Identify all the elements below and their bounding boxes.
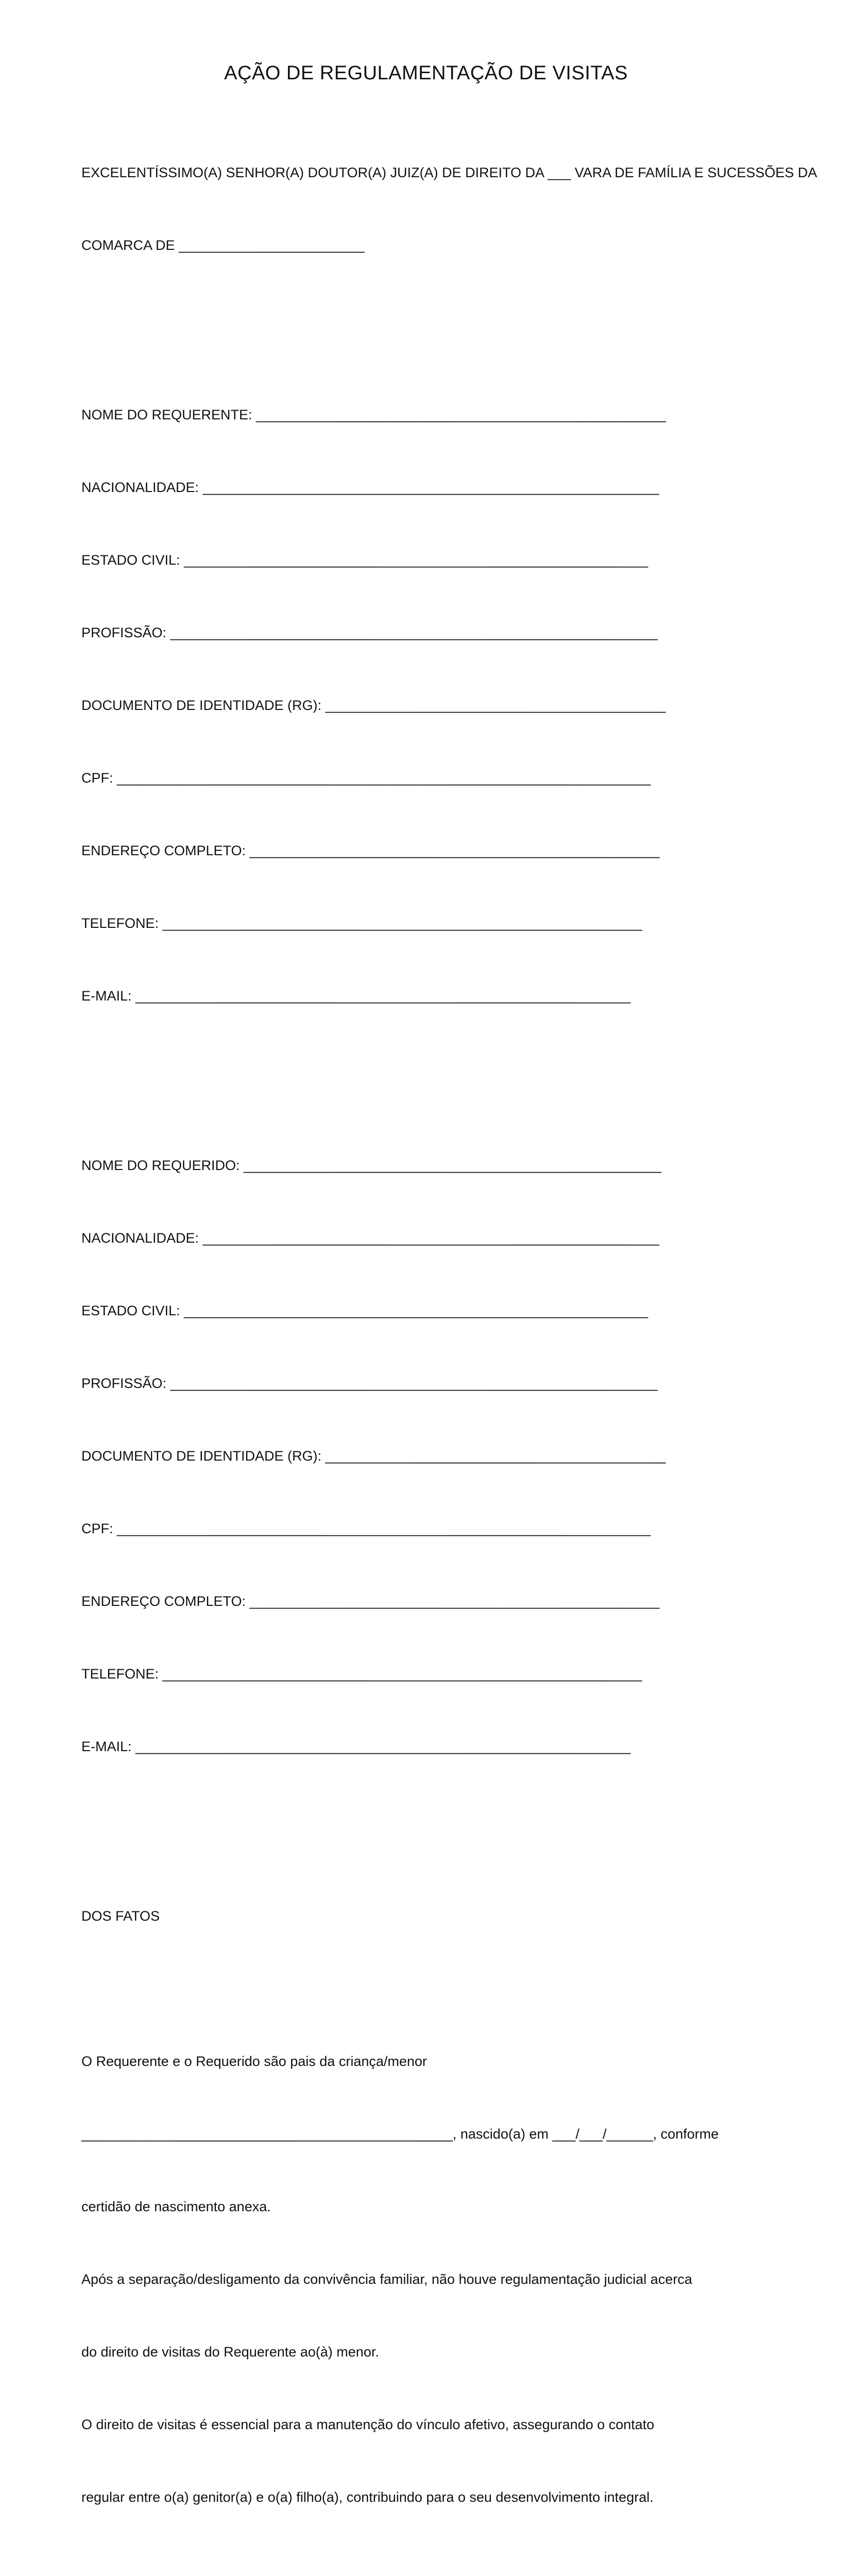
requerido-field: NOME DO REQUERIDO: ______________________________________________________ — [81, 1158, 661, 1173]
spacer — [81, 1977, 852, 2001]
requerente-field: DOCUMENTO DE IDENTIDADE (RG): ____________________________________________ — [81, 698, 666, 713]
requerido-field: E-MAIL: ________________________________________________________________ — [81, 1739, 631, 1754]
requerente-field: NACIONALIDADE: ___________________________________________________________ — [81, 480, 659, 495]
spacer — [81, 1807, 852, 1832]
requerente-field: ESTADO CIVIL: ____________________________________________________________ — [81, 552, 649, 568]
spacer — [81, 2558, 852, 2576]
spacer — [81, 306, 852, 330]
requerido-field: NACIONALIDADE: ___________________________________________________________ — [81, 1230, 659, 1246]
requerido-field: ENDEREÇO COMPLETO: _____________________________________________________ — [81, 1594, 660, 1609]
requerente-field: CPF: _____________________________________________________________________ — [81, 770, 651, 786]
requerente-field: NOME DO REQUERENTE: _____________________________________________________ — [81, 407, 666, 422]
requerente-field: PROFISSÃO: _______________________________________________________________ — [81, 625, 658, 640]
paragraph-line: O Requerente e o Requerido são pais da criança/menor — [81, 2054, 427, 2069]
requerente-field: E-MAIL: ________________________________________________________________ — [81, 988, 631, 1004]
requerido-field: ESTADO CIVIL: ____________________________________________________________ — [81, 1303, 649, 1318]
requerido-field: PROFISSÃO: _______________________________________________________________ — [81, 1376, 658, 1391]
paragraph-line: ________________________________________________, nascido(a) em ___/___/______, conforme — [81, 2126, 719, 2142]
requerido-field: DOCUMENTO DE IDENTIDADE (RG): ____________________________________________ — [81, 1448, 666, 1464]
section-heading-dos-fatos: DOS FATOS — [81, 1908, 160, 1924]
paragraph-line: O direito de visitas é essencial para a manutenção do vínculo afetivo, assegurando o contato — [81, 2417, 655, 2432]
requerido-field: CPF: _____________________________________________________________________ — [81, 1521, 651, 1536]
paragraph-line: regular entre o(a) genitor(a) e o(a) filho(a), contribuindo para o seu desenvolvimento integral. — [81, 2489, 654, 2505]
header-line: EXCELENTÍSSIMO(A) SENHOR(A) DOUTOR(A) JUIZ(A) DE DIREITO DA ___ VARA DE FAMÍLIA E SUCESSÕES DA — [81, 165, 817, 180]
document-title: AÇÃO DE REGULAMENTAÇÃO DE VISITAS — [224, 62, 628, 84]
paragraph-line: do direito de visitas do Requerente ao(à) menor. — [81, 2344, 379, 2360]
header-line: COMARCA DE ________________________ — [81, 238, 365, 253]
requerente-field: TELEFONE: ______________________________________________________________ — [81, 916, 642, 931]
paragraph-line: certidão de nascimento anexa. — [81, 2199, 271, 2214]
requerente-field: ENDEREÇO COMPLETO: _____________________________________________________ — [81, 843, 660, 858]
requerido-field: TELEFONE: ______________________________________________________________ — [81, 1666, 642, 1682]
document-body — [81, 112, 852, 2576]
spacer — [81, 1057, 852, 1081]
paragraph-line: Após a separação/desligamento da convivência familiar, não houve regulamentação judicial acerca — [81, 2272, 692, 2287]
